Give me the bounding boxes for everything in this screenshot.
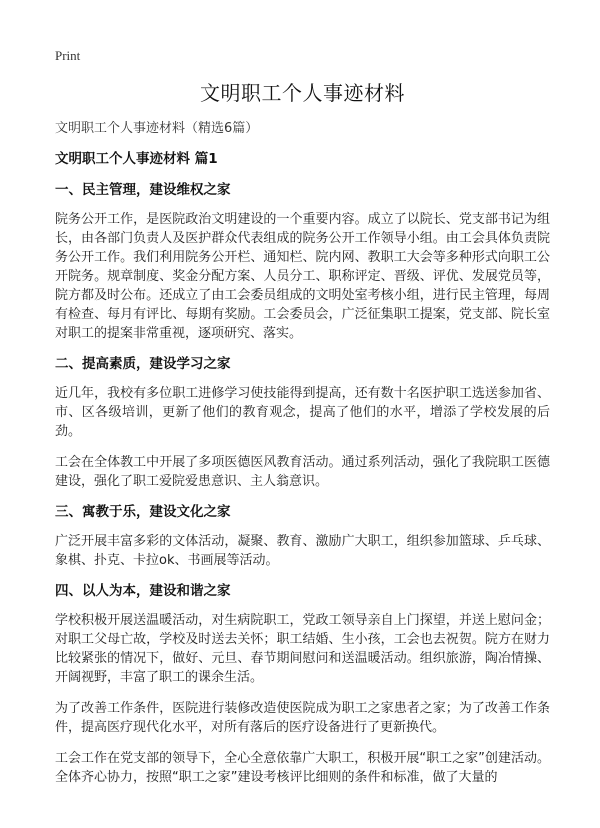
paragraph: 为了改善工作条件，医院进行装修改造使医院成为职工之家患者之家；为了改善工作条件，提高医疗现代化水平，对所有落后的医疗设备进行了更新换代。 <box>55 701 550 735</box>
section-1 <box>55 181 550 343</box>
section-heading: 三、寓教于乐，建设文化之家 <box>55 504 231 520</box>
section-heading: 一、民主管理，建设维权之家 <box>55 182 231 198</box>
print-label[interactable]: Print <box>55 48 81 63</box>
section-4 <box>55 582 550 787</box>
paragraph: 工会工作在党支部的领导下，全心全意依靠广大职工，积极开展“职工之家”创建活动。全体齐心协力，按照“职工之家”建设考核评比细则的条件和标准，做了大量的 <box>55 751 550 785</box>
section-heading: 二、提高素质，建设学习之家 <box>55 356 231 372</box>
document-title: 文明职工个人事迹材料 <box>200 81 405 105</box>
paragraph: 学校积极开展送温暖活动，对生病院职工，党政工领导亲自上门探望，并送上慰问金；对职工父母亡故，学校及时送去关怀；职工结婚、生小孩，工会也去祝贺。院方在财力比较紧张的情况下，做好、元旦、春节期间慰问和送温暖活动。组织旅游，陶冶情操、开阔视野，丰富了职工的课余生活。 <box>55 613 550 685</box>
section-heading: 四、以人为本，建设和谐之家 <box>55 583 231 599</box>
document-subtitle: 文明职工个人事迹材料（精选6篇） <box>55 121 259 136</box>
section-3 <box>55 503 550 570</box>
section-2 <box>55 355 550 491</box>
paragraph: 近几年，我校有多位职工进修学习使技能得到提高，还有数十名医护职工选送参加省、市、区各级培训，更新了他们的教育观念，提高了他们的水平，增添了学校发展的后劲。 <box>55 386 550 439</box>
paragraph: 院务公开工作，是医院政治文明建设的一个重要内容。成立了以院长、党支部书记为组长，由各部门负责人及医护群众代表组成的院务公开工作领导小组。由工会具体负责院务公开工作。我们利用院务公开栏、通知栏、院内网、教职工大会等多种形式向职工公开院务。规章制度、奖金分配方案、人员分工、职称评定、晋级、评优、发展党员等，院方都及时公布。还成立了由工会委员组成的文明处室考核小组，进行民主管理，每周有检查、每月有评比、每期有奖励。工会委员会，广泛征集职工提案，党支部、院长室对职工的提案非常重视，逐项研究、落实。 <box>55 212 550 341</box>
article-title: 文明职工个人事迹材料 篇1 <box>55 151 218 167</box>
paragraph: 工会在全体教工中开展了多项医德医风教育活动。通过系列活动，强化了我院职工医德建设，强化了职工爱院爱患意识、主人翁意识。 <box>55 455 550 489</box>
paragraph: 广泛开展丰富多彩的文体活动，凝聚、教育、激励广大职工，组织参加篮球、乒乓球、象棋、扑克、卡拉ok、书画展等活动。 <box>55 534 550 568</box>
